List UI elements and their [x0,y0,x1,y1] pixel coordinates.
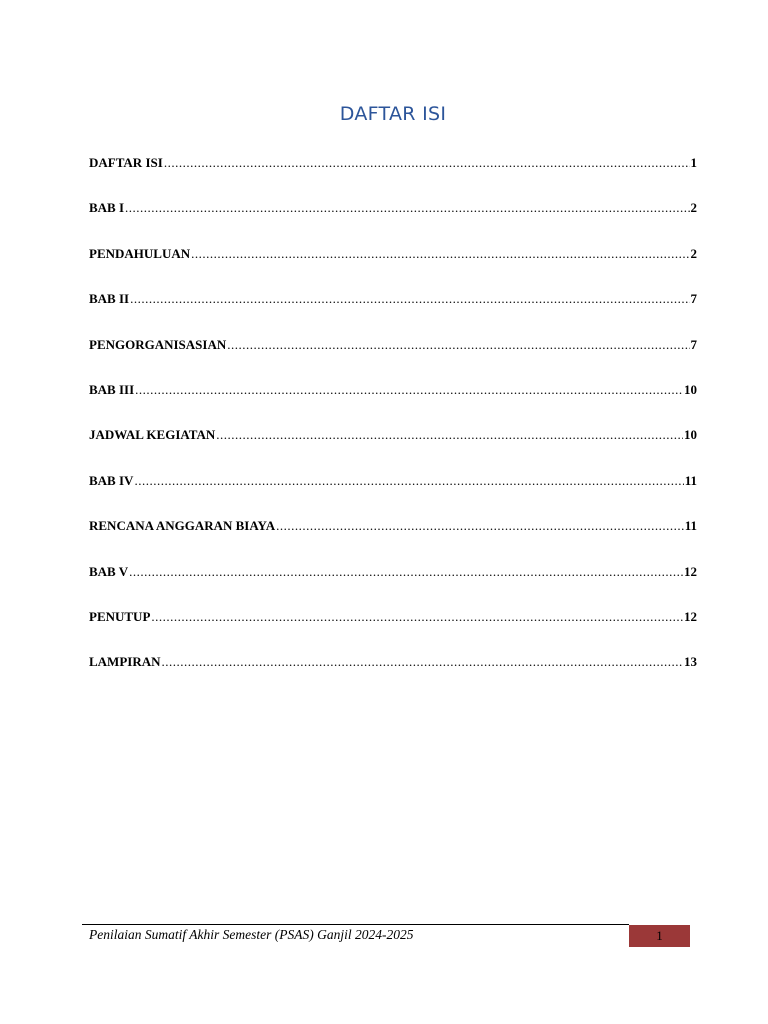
toc-entry-page: 10 [684,427,697,443]
toc-dot-leader [134,473,683,489]
toc-entry-label: BAB I [89,200,125,216]
toc-dot-leader [162,654,684,670]
toc-entry-page: 11 [684,518,697,534]
toc-dot-leader [125,200,689,216]
toc-entry-label: BAB III [89,381,135,397]
toc-entry-label: LAMPIRAN [89,654,161,670]
toc-entry-label: BAB II [89,291,130,307]
toc-entry-label: PENGORGANISASIAN [89,336,227,352]
toc-entry[interactable] [89,337,697,382]
toc-entry[interactable] [89,427,697,472]
toc-entry[interactable] [89,564,697,609]
table-of-contents [89,155,697,700]
toc-dot-leader [151,609,683,625]
toc-entry-label: PENUTUP [89,608,151,624]
toc-dot-leader [227,337,689,353]
footer-text: Penilaian Sumatif Akhir Semester (PSAS) Ganjil 2024-2025 [89,927,414,942]
toc-entry-label: BAB IV [89,472,134,488]
toc-entry[interactable] [89,246,697,291]
toc-dot-leader [216,427,683,443]
toc-dot-leader [135,382,683,398]
footer-page-number: 1 [629,925,690,947]
toc-entry-page: 2 [690,245,697,261]
toc-entry-page: 13 [684,654,697,670]
toc-entry[interactable] [89,654,697,699]
toc-entry-label: BAB V [89,563,129,579]
toc-dot-leader [276,518,684,534]
toc-dot-leader [164,155,690,171]
toc-entry[interactable] [89,382,697,427]
toc-entry-page: 11 [684,472,697,488]
toc-entry-label: JADWAL KEGIATAN [89,427,216,443]
toc-entry-page: 7 [690,336,697,352]
toc-entry-page: 12 [684,608,697,624]
page-title: DAFTAR ISI [339,103,447,125]
toc-entry-page: 12 [684,563,697,579]
toc-entry[interactable] [89,291,697,336]
toc-entry-page: 2 [690,200,697,216]
toc-entry[interactable] [89,200,697,245]
toc-entry-page: 10 [684,381,697,397]
toc-entry[interactable] [89,609,697,654]
toc-entry-page: 1 [690,155,697,170]
toc-entry-label: RENCANA ANGGARAN BIAYA [89,518,276,534]
toc-entry-label: PENDAHULUAN [89,245,191,261]
toc-entry-label: DAFTAR ISI [89,155,163,170]
toc-dot-leader [130,291,689,307]
toc-entry[interactable] [89,155,697,200]
toc-dot-leader [129,564,683,580]
toc-entry-page: 7 [690,291,697,307]
toc-entry[interactable] [89,518,697,563]
toc-dot-leader [191,246,689,262]
toc-entry[interactable] [89,473,697,518]
footer-divider [82,924,629,925]
